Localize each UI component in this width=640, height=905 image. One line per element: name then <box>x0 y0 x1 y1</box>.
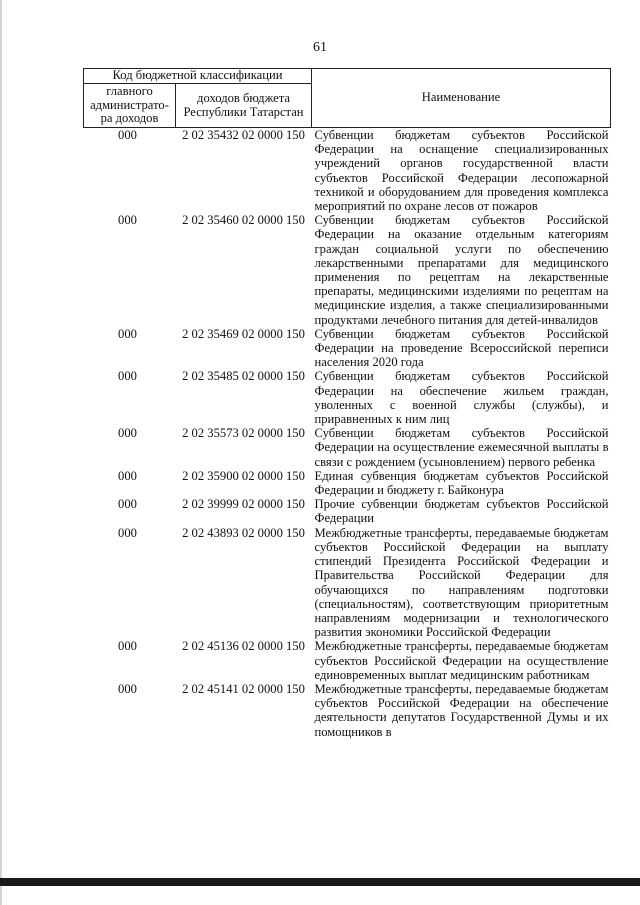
revenue-code-cell: 2 02 43893 02 0000 150 <box>182 525 305 540</box>
revenue-name-cell: Межбюджетные трансферты, передаваемые бюджетам субъектов Российской Федерации на обеспечение деятельности депутатов Государственной Думы и их помощников в <box>314 681 609 739</box>
revenue-code-cell: 2 02 35469 02 0000 150 <box>182 326 305 341</box>
table-row <box>84 497 611 525</box>
header-row-group <box>84 69 611 84</box>
table-row <box>84 128 611 214</box>
scan-left-edge <box>0 0 2 905</box>
revenue-code-cell: 2 02 35573 02 0000 150 <box>182 426 305 441</box>
header-name: Наименование <box>312 69 611 128</box>
table-row <box>84 426 611 469</box>
admin-code-cell: 000 <box>118 128 137 142</box>
scan-bottom-bar <box>0 878 640 886</box>
table-row <box>84 639 611 682</box>
header-main-administrator: главного администрато-ра доходов <box>84 84 176 128</box>
admin-code-cell: 000 <box>118 639 137 654</box>
table-row <box>84 526 611 640</box>
revenue-name-cell: Межбюджетные трансферты, передаваемые бюджетам субъектов Российской Федерации на осуществление единовременных выплат медицинским работникам <box>314 639 609 682</box>
admin-code-cell: 000 <box>118 213 137 228</box>
table-row <box>84 682 611 739</box>
admin-code-cell: 000 <box>118 468 137 483</box>
header-classification-code: Код бюджетной классификации <box>84 69 312 84</box>
admin-code-cell: 000 <box>118 369 137 384</box>
revenue-code-cell: 2 02 35900 02 0000 150 <box>182 468 305 483</box>
admin-code-cell: 000 <box>118 497 137 512</box>
table-row <box>84 213 611 327</box>
revenue-code-cell: 2 02 45141 02 0000 150 <box>182 681 305 696</box>
page-number: 61 <box>313 40 327 55</box>
admin-code-cell: 000 <box>118 525 137 540</box>
revenue-code-cell: 2 02 35460 02 0000 150 <box>182 213 305 228</box>
table-row <box>84 369 611 426</box>
revenue-code-cell: 2 02 39999 02 0000 150 <box>182 497 305 512</box>
revenue-name-cell: Прочие субвенции бюджетам субъектов Российской Федерации <box>314 497 609 526</box>
admin-code-cell: 000 <box>118 326 137 341</box>
revenue-code-cell: 2 02 45136 02 0000 150 <box>182 639 305 654</box>
table-row <box>84 469 611 497</box>
table-body <box>84 128 611 739</box>
budget-classification-table <box>83 68 611 739</box>
revenue-name-cell: Субвенции бюджетам субъектов Российской Федерации на проведение Всероссийской переписи населения 2020 года <box>314 326 609 370</box>
admin-code-cell: 000 <box>118 426 137 441</box>
revenue-name-cell: Межбюджетные трансферты, передаваемые бюджетам субъектов Российской Федерации на выплату стипендий Президента Российской Федерации и Правительства Российской Федерации для обучающихся по направлениям подготовки (специальностям), соответствующим приоритетным направлениям модернизации и технологического развития экономики Российской Федерации <box>314 525 609 640</box>
revenue-code-cell: 2 02 35432 02 0000 150 <box>182 128 305 142</box>
header-revenue-code: доходов бюджета Республики Татарстан <box>176 84 312 128</box>
revenue-name-cell: Субвенции бюджетам субъектов Российской Федерации на осуществление ежемесячной выплаты в связи с рождением (усыновлением) первого ребенка <box>314 426 609 469</box>
revenue-name-cell: Субвенции бюджетам субъектов Российской Федерации на оснащение специализированных учреждений органов государственной власти субъектов Российской Федерации лесопожарной техникой и оборудованием для проведения комплекса мероприятий по охране лесов от пожаров <box>314 128 609 214</box>
revenue-name-cell: Субвенции бюджетам субъектов Российской Федерации на обеспечение жильем граждан, уволенных с военной службы (службы), и приравненных к ним лиц <box>314 369 609 427</box>
revenue-name-cell: Субвенции бюджетам субъектов Российской Федерации на оказание отдельным категориям граждан социальной услуги по обеспечению лекарственными препаратами для медицинского применения по рецептам на лекарственные препараты, медицинскими изделиями по рецептам на медицинские изделия, а также специализированными продуктами лечебного питания для детей-инвалидов <box>314 213 609 327</box>
revenue-name-cell: Единая субвенция бюджетам субъектов Российской Федерации и бюджету г. Байконура <box>314 468 609 498</box>
revenue-code-cell: 2 02 35485 02 0000 150 <box>182 369 305 384</box>
admin-code-cell: 000 <box>118 681 137 696</box>
table-row <box>84 327 611 370</box>
